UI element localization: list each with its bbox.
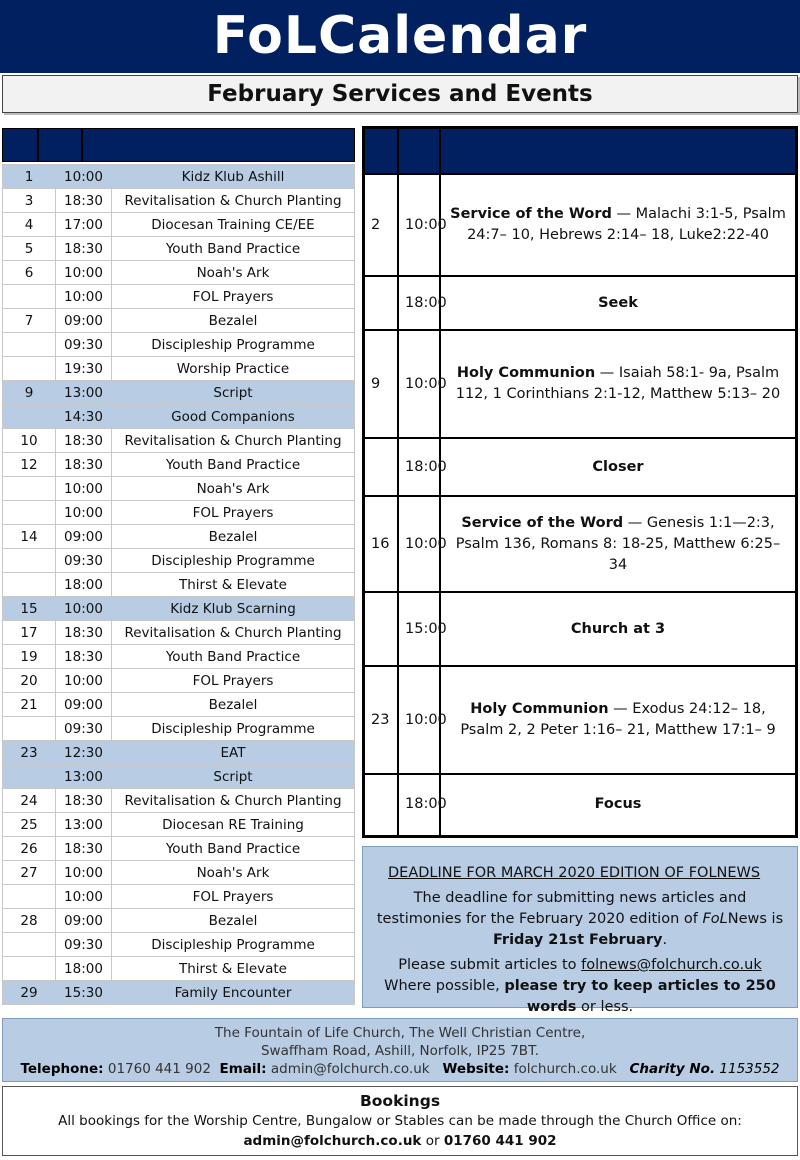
event-row: [3, 645, 355, 669]
service-time: 18:00: [398, 276, 440, 330]
service-name: Service of the Word: [461, 514, 624, 531]
event-date: 9: [3, 381, 56, 405]
event-date: [3, 501, 56, 525]
service-readings: — Genesis 1:1—2:3, Psalm 136, Romans 8: 18-25, Matthew 6:25– 34: [455, 514, 781, 573]
event-time: 13:00: [56, 813, 112, 837]
event-row: [3, 741, 355, 765]
event-date: 20: [3, 669, 56, 693]
submission-paragraph: Please submit articles to folnews@folchurch.co.uk Where possible, please try to keep articles to 250 words or less.: [384, 957, 776, 1015]
event-time: 10:00: [56, 165, 112, 189]
event-date: 28: [3, 909, 56, 933]
event-name: Diocesan Training CE/EE: [112, 213, 355, 237]
services-table-header: [364, 128, 797, 175]
service-date: [364, 438, 399, 496]
event-name: Youth Band Practice: [112, 237, 355, 261]
service-row: [364, 276, 797, 330]
event-row: [3, 477, 355, 501]
event-row: [3, 861, 355, 885]
deadline-paragraph: The deadline for submitting news articles and testimonies for the February 2020 edition of FoLNews is Friday 21st February.: [376, 890, 784, 948]
service-name: Focus: [594, 796, 642, 813]
event-name: Bezalel: [112, 693, 355, 717]
event-date: 25: [3, 813, 56, 837]
event-row: [3, 789, 355, 813]
event-name: FOL Prayers: [112, 669, 355, 693]
event-name: FOL Prayers: [112, 885, 355, 909]
event-time: 10:00: [56, 501, 112, 525]
event-time: 10:00: [56, 885, 112, 909]
event-time: 13:00: [56, 381, 112, 405]
page-subtitle: February Services and Events: [2, 75, 798, 113]
event-date: 10: [3, 429, 56, 453]
event-time: 10:00: [56, 261, 112, 285]
event-name: Good Companions: [112, 405, 355, 429]
service-name: Holy Communion: [470, 701, 609, 717]
event-name: Youth Band Practice: [112, 645, 355, 669]
event-name: Noah's Ark: [112, 861, 355, 885]
service-date: [364, 592, 399, 666]
event-name: FOL Prayers: [112, 501, 355, 525]
service-description: [440, 276, 797, 330]
event-row: [3, 957, 355, 981]
event-date: 21: [3, 693, 56, 717]
service-name: Seek: [598, 294, 638, 311]
website-link[interactable]: folchurch.co.uk: [513, 1061, 617, 1077]
event-date: [3, 957, 56, 981]
event-time: 09:30: [56, 549, 112, 573]
event-row: [3, 909, 355, 933]
event-row: [3, 669, 355, 693]
event-date: [3, 573, 56, 597]
event-date: [3, 933, 56, 957]
event-row: [3, 405, 355, 429]
service-date: 16: [364, 496, 399, 592]
event-row: [3, 549, 355, 573]
event-row: [3, 237, 355, 261]
event-time: 10:00: [56, 477, 112, 501]
event-name: Revitalisation & Church Planting: [112, 429, 355, 453]
event-name: Family Encounter: [112, 981, 355, 1005]
address-line-2: Swaffham Road, Ashill, Norfolk, IP25 7BT.: [260, 1043, 540, 1059]
service-time: 10:00: [398, 330, 440, 438]
event-time: 15:30: [56, 981, 112, 1005]
event-time: 18:30: [56, 621, 112, 645]
event-name: Worship Practice: [112, 357, 355, 381]
service-date: 2: [364, 174, 399, 276]
service-name: Church at 3: [570, 620, 666, 637]
bookings-text: All bookings for the Worship Centre, Bungalow or Stables can be made through the Church Office on:: [58, 1113, 742, 1129]
event-name: Youth Band Practice: [112, 837, 355, 861]
service-time: 10:00: [398, 666, 440, 774]
service-time: 15:00: [398, 592, 440, 666]
event-date: [3, 717, 56, 741]
event-row: [3, 885, 355, 909]
event-date: [3, 357, 56, 381]
service-row: [364, 330, 797, 438]
event-row: [3, 813, 355, 837]
event-name: Revitalisation & Church Planting: [112, 621, 355, 645]
event-time: 12:30: [56, 741, 112, 765]
event-row: [3, 765, 355, 789]
event-name: Youth Band Practice: [112, 453, 355, 477]
contact-details: Telephone: 01760 441 902 Email: admin@folchurch.co.uk Website: folchurch.co.uk Charity No. 1153552: [20, 1061, 780, 1077]
event-row: [3, 429, 355, 453]
event-row: [3, 621, 355, 645]
page-title: FoLCalendar: [0, 0, 800, 73]
bookings-box: [2, 1086, 798, 1156]
event-name: Thirst & Elevate: [112, 957, 355, 981]
bookings-phone: 01760 441 902: [443, 1133, 557, 1149]
event-time: 14:30: [56, 405, 112, 429]
event-time: 17:00: [56, 213, 112, 237]
event-time: 10:00: [56, 597, 112, 621]
event-time: 09:30: [56, 933, 112, 957]
service-date: 23: [364, 666, 399, 774]
service-description: [440, 330, 797, 438]
event-time: 09:30: [56, 333, 112, 357]
event-name: Revitalisation & Church Planting: [112, 189, 355, 213]
event-date: 29: [3, 981, 56, 1005]
event-date: [3, 549, 56, 573]
event-name: Noah's Ark: [112, 477, 355, 501]
service-description: [440, 592, 797, 666]
event-name: FOL Prayers: [112, 285, 355, 309]
event-name: Discipleship Programme: [112, 333, 355, 357]
deadline-date: Friday 21st February: [492, 932, 663, 948]
event-row: [3, 165, 355, 189]
event-row: [3, 597, 355, 621]
event-time: 18:30: [56, 453, 112, 477]
event-date: [3, 765, 56, 789]
service-description: [440, 174, 797, 276]
service-date: [364, 774, 399, 836]
service-row: [364, 174, 797, 276]
event-time: 18:30: [56, 789, 112, 813]
event-row: [3, 285, 355, 309]
service-time: 18:00: [398, 774, 440, 836]
event-name: Bezalel: [112, 525, 355, 549]
event-name: Discipleship Programme: [112, 933, 355, 957]
event-name: Bezalel: [112, 309, 355, 333]
service-name: Service of the Word: [450, 206, 612, 222]
service-date: 9: [364, 330, 399, 438]
event-row: [3, 933, 355, 957]
event-date: 5: [3, 237, 56, 261]
event-row: [3, 189, 355, 213]
service-row: [364, 774, 797, 836]
event-time: 09:00: [56, 909, 112, 933]
service-name: Holy Communion: [456, 365, 596, 381]
folnews-email-link[interactable]: folnews@folchurch.co.uk: [581, 957, 762, 973]
event-time: 18:30: [56, 837, 112, 861]
deadline-notice: [362, 846, 798, 1015]
event-date: 1: [3, 165, 56, 189]
event-name: Revitalisation & Church Planting: [112, 789, 355, 813]
event-row: [3, 213, 355, 237]
event-time: 18:30: [56, 237, 112, 261]
address-line-1: The Fountain of Life Church, The Well Christian Centre,: [214, 1025, 586, 1041]
service-readings: — Isaiah 58:1- 9a, Psalm 112, 1 Corinthians 2:1-12, Matthew 5:13– 20: [455, 365, 781, 402]
service-row: [364, 592, 797, 666]
event-row: [3, 309, 355, 333]
event-time: 18:00: [56, 573, 112, 597]
event-row: [3, 717, 355, 741]
event-time: 09:00: [56, 693, 112, 717]
event-name: Diocesan RE Training: [112, 813, 355, 837]
event-name: Thirst & Elevate: [112, 573, 355, 597]
event-date: 6: [3, 261, 56, 285]
service-description: [440, 496, 797, 592]
event-time: 09:30: [56, 717, 112, 741]
event-time: 18:30: [56, 189, 112, 213]
event-row: [3, 981, 355, 1005]
event-date: 19: [3, 645, 56, 669]
deadline-title: DEADLINE FOR MARCH 2020 EDITION OF FOLNEWS: [388, 865, 761, 881]
event-time: 18:30: [56, 645, 112, 669]
event-date: 3: [3, 189, 56, 213]
event-time: 10:00: [56, 669, 112, 693]
event-row: [3, 837, 355, 861]
event-name: Discipleship Programme: [112, 549, 355, 573]
event-name: Discipleship Programme: [112, 717, 355, 741]
event-date: 7: [3, 309, 56, 333]
service-readings: — Malachi 3:1-5, Psalm 24:7– 10, Hebrews 2:14– 18, Luke2:22-40: [467, 206, 786, 243]
event-name: Kidz Klub Scarning: [112, 597, 355, 621]
events-table: [2, 164, 355, 1005]
event-date: 27: [3, 861, 56, 885]
event-time: 09:00: [56, 309, 112, 333]
event-time: 10:00: [56, 285, 112, 309]
service-readings: — Exodus 24:12– 18, Psalm 2, 2 Peter 1:16– 21, Matthew 17:1– 9: [460, 701, 776, 738]
event-row: [3, 261, 355, 285]
service-date: [364, 276, 399, 330]
event-date: 26: [3, 837, 56, 861]
event-date: 14: [3, 525, 56, 549]
event-row: [3, 381, 355, 405]
event-row: [3, 501, 355, 525]
event-time: 09:00: [56, 525, 112, 549]
service-time: 10:00: [398, 174, 440, 276]
event-time: 13:00: [56, 765, 112, 789]
event-row: [3, 333, 355, 357]
event-date: 4: [3, 213, 56, 237]
event-date: 23: [3, 741, 56, 765]
church-contact: [2, 1018, 798, 1082]
event-time: 19:30: [56, 357, 112, 381]
service-description: [440, 774, 797, 836]
bookings-email[interactable]: admin@folchurch.co.uk: [243, 1133, 422, 1149]
service-name: Closer: [592, 458, 644, 475]
event-name: Script: [112, 381, 355, 405]
service-row: [364, 666, 797, 774]
event-row: [3, 573, 355, 597]
event-time: 18:30: [56, 429, 112, 453]
service-time: 10:00: [398, 496, 440, 592]
event-date: [3, 477, 56, 501]
event-name: Script: [112, 765, 355, 789]
event-date: [3, 885, 56, 909]
service-time: 18:00: [398, 438, 440, 496]
event-date: 17: [3, 621, 56, 645]
events-table-header: [2, 128, 355, 162]
event-date: [3, 285, 56, 309]
telephone-number: 01760 441 902: [107, 1061, 211, 1077]
event-row: [3, 525, 355, 549]
event-date: 15: [3, 597, 56, 621]
event-row: [3, 693, 355, 717]
event-name: Noah's Ark: [112, 261, 355, 285]
service-description: [440, 666, 797, 774]
event-name: EAT: [112, 741, 355, 765]
event-time: 18:00: [56, 957, 112, 981]
event-date: [3, 333, 56, 357]
event-row: [3, 453, 355, 477]
event-date: [3, 405, 56, 429]
contact-email[interactable]: admin@folchurch.co.uk: [270, 1061, 430, 1077]
service-row: [364, 496, 797, 592]
bookings-contact: admin@folchurch.co.uk or 01760 441 902: [243, 1133, 557, 1149]
event-date: 12: [3, 453, 56, 477]
event-time: 10:00: [56, 861, 112, 885]
event-name: Bezalel: [112, 909, 355, 933]
event-name: Kidz Klub Ashill: [112, 165, 355, 189]
service-description: [440, 438, 797, 496]
event-date: 24: [3, 789, 56, 813]
bookings-title: Bookings: [359, 1092, 441, 1110]
service-row: [364, 438, 797, 496]
event-row: [3, 357, 355, 381]
charity-number: 1153552: [719, 1061, 780, 1077]
services-table: [362, 126, 798, 838]
